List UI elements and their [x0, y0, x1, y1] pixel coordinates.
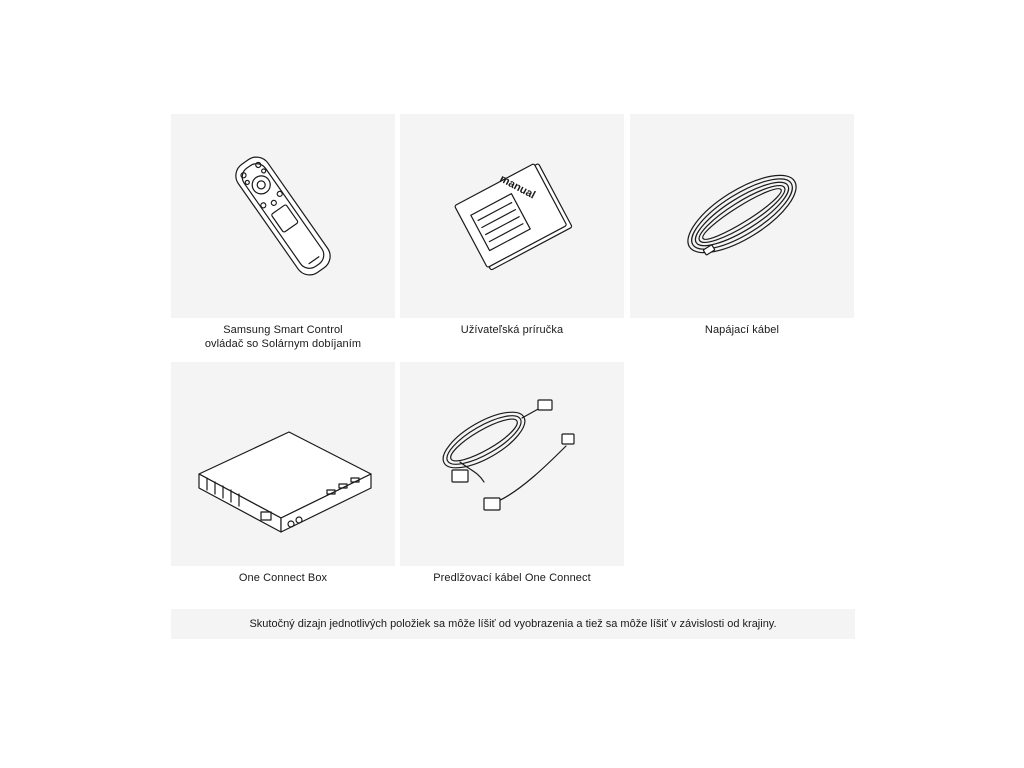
item-one-connect-cable: [400, 362, 624, 585]
power-cable-icon: [630, 114, 854, 318]
caption-manual: [400, 323, 624, 337]
caption-line: Napájací kábel: [704, 324, 780, 336]
tile-power-cable: [630, 114, 854, 318]
disclaimer-text: Skutočný dizajn jednotlivých položiek sa môže líšiť od vyobrazenia a tiež sa môže líšiť v závislosti od krajiny.: [249, 618, 777, 630]
caption-line: Predlžovací kábel One Connect: [433, 572, 591, 584]
disclaimer-note: [171, 609, 855, 639]
caption-line: ovládač so Solárnym dobíjaním: [204, 338, 362, 350]
one-connect-cable-icon: [400, 362, 624, 566]
manual-word: manual: [497, 172, 538, 202]
item-power-cable: [630, 114, 854, 337]
item-one-connect-box: [171, 362, 395, 585]
caption-line: One Connect Box: [238, 572, 328, 584]
one-connect-box-icon: [171, 362, 395, 566]
tile-remote: [171, 114, 395, 318]
caption-line: Samsung Smart Control: [223, 324, 343, 336]
remote-control-icon: [171, 114, 395, 318]
caption-line: Užívateľská príručka: [460, 324, 564, 336]
item-manual: [400, 114, 624, 337]
caption-power-cable: [630, 323, 854, 337]
caption-one-connect-box: [171, 571, 395, 585]
manual-icon: [400, 114, 624, 318]
caption-one-connect-cable: [400, 571, 624, 585]
tile-one-connect-cable: [400, 362, 624, 566]
item-remote: [171, 114, 395, 351]
tile-manual: [400, 114, 624, 318]
caption-remote: [171, 323, 395, 351]
tile-one-connect-box: [171, 362, 395, 566]
